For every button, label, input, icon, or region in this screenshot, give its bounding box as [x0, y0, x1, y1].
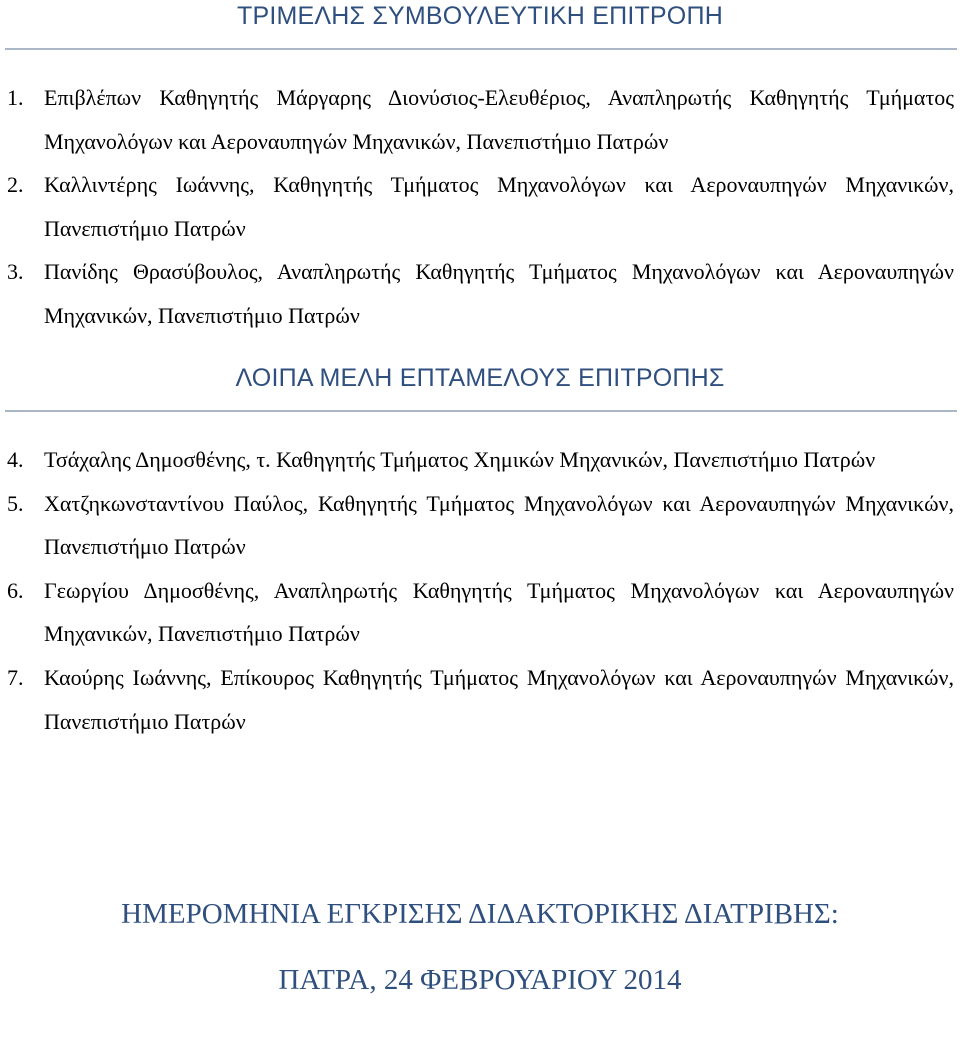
other-members-list	[0, 438, 960, 743]
advisory-committee-list	[0, 76, 960, 338]
member-text: Πανίδης Θρασύβουλος, Αναπληρωτής Καθηγητής Τμήματος Μηχανολόγων και Αεροναυπηγών Μηχανικών, Πανεπιστήμιο Πατρών	[44, 259, 954, 328]
list-item	[0, 76, 960, 163]
member-text: Τσάχαλης Δημοσθένης, τ. Καθηγητής Τμήματος Χημικών Μηχανικών, Πανεπιστήμιο Πατρών	[44, 447, 876, 472]
list-item	[0, 656, 960, 743]
item-number: 3.	[7, 259, 24, 285]
list-item	[0, 163, 960, 250]
section-divider	[5, 48, 957, 50]
item-number: 5.	[7, 490, 24, 516]
member-text: Καλλιντέρης Ιωάννης, Καθηγητής Τμήματος Μηχανολόγων και Αεροναυπηγών Μηχανικών, Πανεπιστήμιο Πατρών	[44, 172, 954, 241]
member-text: Επιβλέπων Καθηγητής Μάργαρης Διονύσιος-Ελευθέριος, Αναπληρωτής Καθηγητής Τμήματος Μηχανολόγων και Αεροναυπηγών Μηχανικών, Πανεπιστήμιο Πατρών	[44, 85, 954, 154]
advisory-committee-heading: ΤΡΙΜΕΛΗΣ ΣΥΜΒΟΥΛΕΥΤΙΚΗ ΕΠΙΤΡΟΠΗ	[237, 2, 723, 30]
approval-date-label: ΗΜΕΡΟΜΗΝΙΑ ΕΓΚΡΙΣΗΣ ΔΙΔΑΚΤΟΡΙΚΗΣ ΔΙΑΤΡΙΒΗΣ:	[121, 898, 839, 930]
list-item	[0, 438, 960, 482]
item-number: 4.	[7, 447, 24, 472]
item-number: 2.	[7, 172, 24, 198]
place-and-date: ΠΑΤΡΑ, 24 ΦΕΒΡΟΥΑΡΙΟΥ 2014	[278, 964, 682, 996]
list-item	[0, 482, 960, 569]
list-item	[0, 250, 960, 337]
item-number: 7.	[7, 664, 24, 690]
other-members-heading: ΛΟΙΠΑ ΜΕΛΗ ΕΠΤΑΜΕΛΟΥΣ ΕΠΙΤΡΟΠΗΣ	[235, 364, 725, 392]
member-text: Χατζηκωνσταντίνου Παύλος, Καθηγητής Τμήματος Μηχανολόγων και Αεροναυπηγών Μηχανικών, Πανεπιστήμιο Πατρών	[44, 490, 954, 560]
item-number: 1.	[7, 85, 24, 110]
section-divider	[5, 410, 957, 412]
member-text: Γεωργίου Δημοσθένης, Αναπληρωτής Καθηγητής Τμήματος Μηχανολόγων και Αεροναυπηγών Μηχανικών, Πανεπιστήμιο Πατρών	[44, 577, 954, 647]
member-text: Καούρης Ιωάννης, Επίκουρος Καθηγητής Τμήματος Μηχανολόγων και Αεροναυπηγών Μηχανικών, Πανεπιστήμιο Πατρών	[44, 664, 954, 734]
item-number: 6.	[7, 577, 24, 603]
list-item	[0, 569, 960, 656]
